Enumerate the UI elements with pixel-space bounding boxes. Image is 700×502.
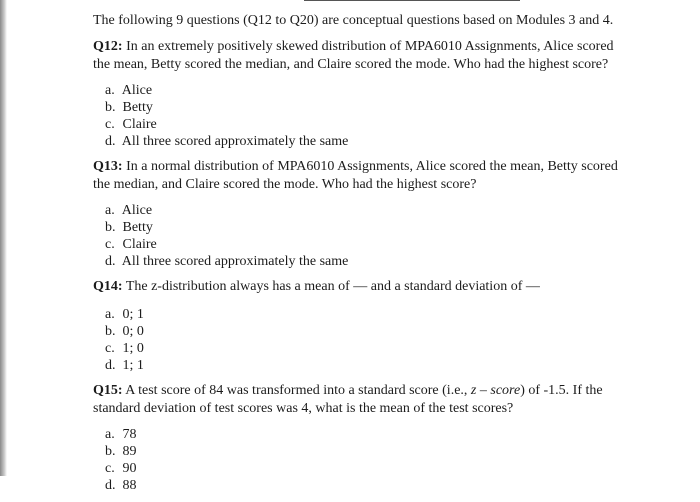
options-q15: [105, 426, 633, 494]
option-letter: d.: [105, 478, 116, 493]
option-b[interactable]: [105, 323, 633, 340]
option-text: Alice: [121, 203, 153, 218]
question-text: In a normal distribution of MPA6010 Assignments, Alice scored the mean, Betty scored the median, and Claire scored the mode. Who had the highest score?: [93, 159, 618, 192]
options-q13: [105, 202, 633, 270]
question-text-before: A test score of 84 was transformed into a standard score (i.e.,: [125, 383, 471, 398]
option-text: All three scored approximately the same: [121, 254, 349, 269]
option-letter: a.: [105, 83, 115, 98]
option-a[interactable]: [105, 306, 633, 323]
option-text: 0; 0: [122, 324, 144, 339]
option-d[interactable]: [105, 133, 633, 150]
option-a[interactable]: [105, 202, 633, 219]
options-q14: [105, 306, 633, 374]
option-text: Claire: [122, 117, 157, 132]
question-label: Q15:: [93, 383, 123, 398]
option-letter: c.: [105, 117, 115, 132]
option-letter: b.: [105, 100, 116, 115]
option-letter: a.: [105, 427, 115, 442]
option-b[interactable]: [105, 219, 633, 236]
option-b[interactable]: [105, 443, 633, 460]
option-letter: b.: [105, 444, 116, 459]
options-q12: [105, 82, 633, 150]
option-text: 1; 0: [122, 341, 144, 356]
option-text: All three scored approximately the same: [121, 134, 349, 149]
question-label: Q14:: [93, 279, 123, 294]
option-letter: b.: [105, 324, 116, 339]
option-text: Claire: [122, 237, 157, 252]
option-a[interactable]: [105, 82, 633, 99]
question-q12: [93, 38, 633, 74]
question-label: Q13:: [93, 159, 123, 174]
option-c[interactable]: [105, 460, 633, 477]
option-c[interactable]: [105, 116, 633, 133]
option-d[interactable]: [105, 357, 633, 374]
option-a[interactable]: [105, 426, 633, 443]
option-text: 78: [122, 427, 137, 442]
option-d[interactable]: [105, 253, 633, 270]
option-text: 88: [122, 478, 137, 493]
option-letter: d.: [105, 358, 116, 373]
option-letter: d.: [105, 254, 116, 269]
option-c[interactable]: [105, 340, 633, 357]
intro-text: The following 9 questions (Q12 to Q20) are conceptual questions based on Modules 3 and 4.: [93, 13, 614, 28]
top-rule: [304, 0, 520, 1]
z-score-math: z – score: [470, 383, 521, 398]
question-q13: [93, 158, 633, 194]
question-q15: [93, 382, 633, 418]
option-b[interactable]: [105, 99, 633, 116]
option-letter: c.: [105, 237, 115, 252]
question-label: Q12:: [93, 39, 123, 54]
option-text: Betty: [122, 100, 153, 115]
option-letter: c.: [105, 461, 115, 476]
option-text: 0; 1: [122, 307, 144, 322]
option-text: Betty: [122, 220, 153, 235]
option-text: Alice: [121, 83, 153, 98]
option-letter: b.: [105, 220, 116, 235]
option-c[interactable]: [105, 236, 633, 253]
option-letter: a.: [105, 203, 115, 218]
option-text: 90: [122, 461, 137, 476]
question-text-after: ) of -1.5. If the standard deviation of test scores was 4, what is the mean of the test scores?: [93, 383, 603, 416]
option-text: 89: [122, 444, 137, 459]
option-d[interactable]: [105, 477, 633, 494]
question-text: In an extremely positively skewed distribution of MPA6010 Assignments, Alice scored the mean, Betty scored the median, and Claire scored the mode. Who had the highest score?: [93, 39, 614, 72]
question-text: The z-distribution always has a mean of — and a standard deviation of —: [125, 279, 540, 294]
document-page: [93, 12, 633, 502]
question-q14: [93, 278, 633, 296]
page-left-edge-shadow: [0, 0, 7, 476]
option-letter: c.: [105, 341, 115, 356]
option-text: 1; 1: [122, 358, 144, 373]
option-letter: d.: [105, 134, 116, 149]
option-letter: a.: [105, 307, 115, 322]
